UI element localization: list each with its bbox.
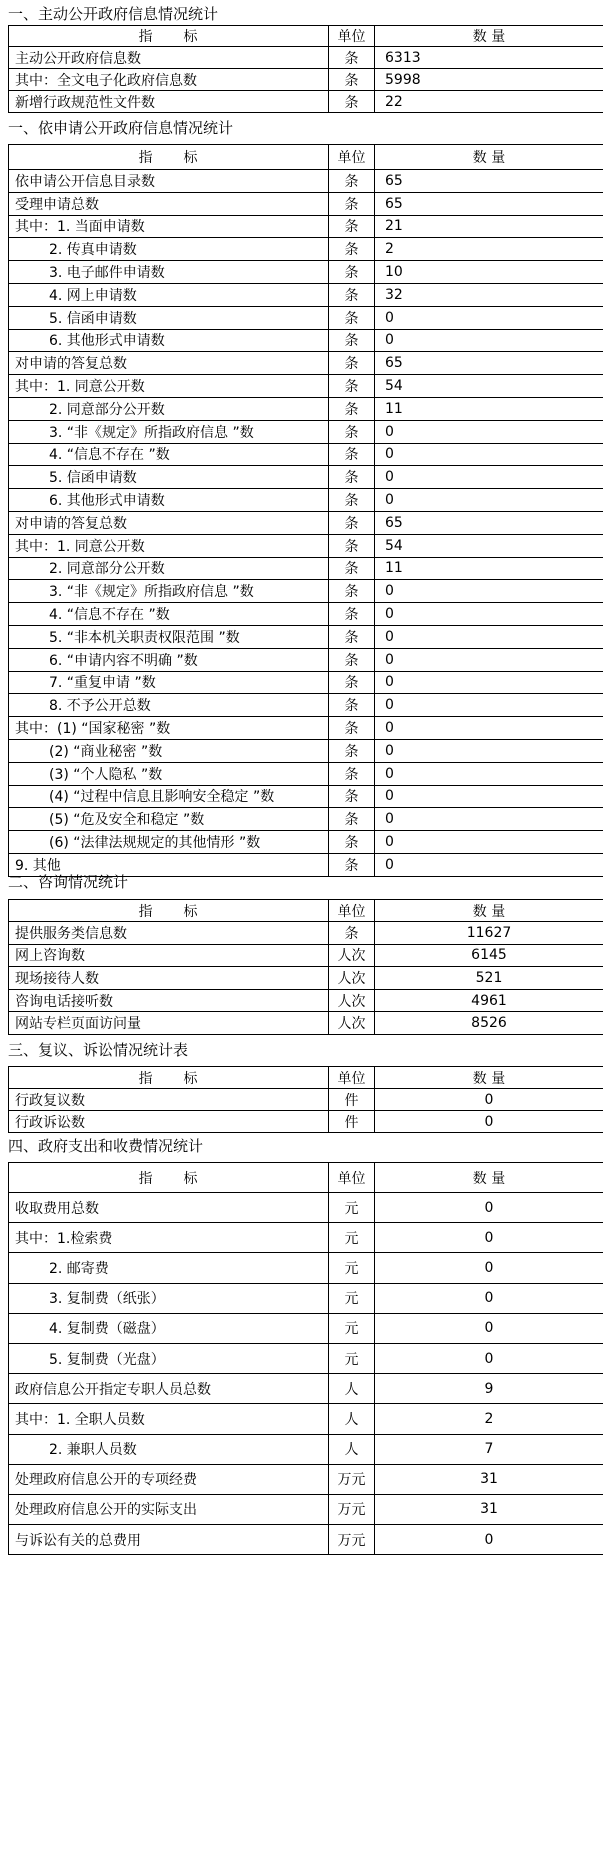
header-quantity: 数 量 <box>375 900 603 922</box>
row-quantity: 0 <box>375 420 603 443</box>
row-quantity: 6145 <box>375 944 603 967</box>
row-quantity: 0 <box>375 1525 603 1555</box>
row-quantity: 65 <box>375 511 603 534</box>
row-quantity: 0 <box>375 739 603 762</box>
row-unit: 条 <box>329 603 375 626</box>
row-indicator: 处理政府信息公开的实际支出 <box>9 1494 329 1524</box>
row-quantity: 5998 <box>375 69 603 91</box>
row-quantity: 65 <box>375 170 603 193</box>
table-row <box>9 1404 603 1434</box>
table-row <box>9 831 603 854</box>
table-row <box>9 397 603 420</box>
table-row <box>9 1434 603 1464</box>
row-indicator: 主动公开政府信息数 <box>9 47 329 69</box>
row-unit: 条 <box>329 375 375 398</box>
table-row <box>9 1193 603 1223</box>
row-quantity: 0 <box>375 1253 603 1283</box>
header-quantity: 数 量 <box>375 26 603 47</box>
row-indicator: (4) “过程中信息且影响安全稳定 ”数 <box>9 785 329 808</box>
row-quantity: 0 <box>375 306 603 329</box>
table-row <box>9 808 603 831</box>
row-quantity: 0 <box>375 717 603 740</box>
row-quantity: 21 <box>375 215 603 238</box>
row-indicator: 3. 电子邮件申请数 <box>9 261 329 284</box>
header-quantity: 数 量 <box>375 1163 603 1193</box>
row-unit: 万元 <box>329 1525 375 1555</box>
row-indicator: 行政诉讼数 <box>9 1111 329 1133</box>
row-unit: 件 <box>329 1111 375 1133</box>
row-quantity: 0 <box>375 625 603 648</box>
table-row <box>9 580 603 603</box>
row-unit: 条 <box>329 397 375 420</box>
header-quantity: 数 量 <box>375 145 603 170</box>
table-consultation <box>8 899 603 1035</box>
table-row <box>9 603 603 626</box>
row-quantity: 0 <box>375 580 603 603</box>
table-row <box>9 785 603 808</box>
row-unit: 条 <box>329 91 375 113</box>
table-row <box>9 1374 603 1404</box>
header-indicator: 指 标 <box>9 900 329 922</box>
row-quantity: 0 <box>375 603 603 626</box>
row-indicator: 8. 不予公开总数 <box>9 694 329 717</box>
table-row <box>9 306 603 329</box>
row-quantity: 0 <box>375 1313 603 1343</box>
table-row <box>9 694 603 717</box>
table-row <box>9 283 603 306</box>
row-quantity: 22 <box>375 91 603 113</box>
row-indicator: 其中：1. 同意公开数 <box>9 375 329 398</box>
row-quantity: 2 <box>375 238 603 261</box>
header-indicator: 指 标 <box>9 1067 329 1089</box>
row-unit: 元 <box>329 1193 375 1223</box>
row-indicator: 网上咨询数 <box>9 944 329 967</box>
table-header-row <box>9 900 603 922</box>
table-row <box>9 1525 603 1555</box>
row-indicator: 2. 同意部分公开数 <box>9 557 329 580</box>
row-unit: 条 <box>329 306 375 329</box>
table-row <box>9 170 603 193</box>
row-unit: 元 <box>329 1283 375 1313</box>
row-indicator: 4. 复制费（磁盘） <box>9 1313 329 1343</box>
row-indicator: 6. 其他形式申请数 <box>9 489 329 512</box>
row-quantity: 0 <box>375 1223 603 1253</box>
table-header-row <box>9 1067 603 1089</box>
row-quantity: 0 <box>375 1343 603 1373</box>
row-quantity: 11627 <box>375 922 603 945</box>
row-indicator: 4. “信息不存在 ”数 <box>9 603 329 626</box>
section-1-title: 一、主动公开政府信息情况统计 <box>8 5 219 23</box>
row-quantity: 0 <box>375 1283 603 1313</box>
table-row <box>9 69 603 91</box>
header-unit: 单位 <box>329 145 375 170</box>
row-indicator: (5) “危及安全和稳定 ”数 <box>9 808 329 831</box>
row-quantity: 0 <box>375 831 603 854</box>
row-indicator: 网站专栏页面访问量 <box>9 1012 329 1035</box>
table-row <box>9 261 603 284</box>
table-review-litigation <box>8 1066 603 1133</box>
table-row <box>9 238 603 261</box>
row-indicator: (6) “法律法规规定的其他情形 ”数 <box>9 831 329 854</box>
row-quantity: 0 <box>375 443 603 466</box>
row-unit: 条 <box>329 261 375 284</box>
row-unit: 条 <box>329 762 375 785</box>
table-row <box>9 352 603 375</box>
table-row <box>9 1494 603 1524</box>
table-row <box>9 1343 603 1373</box>
row-unit: 条 <box>329 557 375 580</box>
row-indicator: 2. 邮寄费 <box>9 1253 329 1283</box>
row-unit: 条 <box>329 238 375 261</box>
table-row <box>9 989 603 1012</box>
table-header-row <box>9 26 603 47</box>
table-row <box>9 944 603 967</box>
row-unit: 条 <box>329 625 375 648</box>
row-unit: 条 <box>329 489 375 512</box>
table-row <box>9 1223 603 1253</box>
table-row <box>9 1464 603 1494</box>
row-indicator: 其中：1. 当面申请数 <box>9 215 329 238</box>
row-unit: 条 <box>329 352 375 375</box>
row-quantity: 2 <box>375 1404 603 1434</box>
row-indicator: 2. 同意部分公开数 <box>9 397 329 420</box>
row-unit: 条 <box>329 511 375 534</box>
table-row <box>9 466 603 489</box>
row-indicator: 对申请的答复总数 <box>9 352 329 375</box>
row-indicator: 6. “申请内容不明确 ”数 <box>9 648 329 671</box>
row-indicator: 受理申请总数 <box>9 192 329 215</box>
table-row <box>9 967 603 990</box>
table-row <box>9 625 603 648</box>
row-indicator: 5. 复制费（光盘） <box>9 1343 329 1373</box>
row-unit: 人 <box>329 1404 375 1434</box>
row-indicator: 5. “非本机关职责权限范围 ”数 <box>9 625 329 648</box>
row-indicator: 4. 网上申请数 <box>9 283 329 306</box>
section-5-title: 四、政府支出和收费情况统计 <box>8 1137 204 1155</box>
row-unit: 人次 <box>329 944 375 967</box>
table-row <box>9 1253 603 1283</box>
row-indicator: 9. 其他 <box>9 853 329 876</box>
row-unit: 条 <box>329 580 375 603</box>
row-unit: 元 <box>329 1253 375 1283</box>
row-indicator: 行政复议数 <box>9 1089 329 1111</box>
row-quantity: 65 <box>375 192 603 215</box>
table-row <box>9 1111 603 1133</box>
row-indicator: 3. “非《规定》所指政府信息 ”数 <box>9 420 329 443</box>
row-quantity: 0 <box>375 648 603 671</box>
row-unit: 条 <box>329 694 375 717</box>
table-row <box>9 762 603 785</box>
row-unit: 条 <box>329 808 375 831</box>
row-indicator: 依申请公开信息目录数 <box>9 170 329 193</box>
table-row <box>9 443 603 466</box>
row-indicator: 5. 信函申请数 <box>9 306 329 329</box>
row-indicator: 6. 其他形式申请数 <box>9 329 329 352</box>
row-quantity: 0 <box>375 762 603 785</box>
row-indicator: 2. 兼职人员数 <box>9 1434 329 1464</box>
row-unit: 条 <box>329 47 375 69</box>
table-row <box>9 671 603 694</box>
header-unit: 单位 <box>329 1067 375 1089</box>
row-unit: 件 <box>329 1089 375 1111</box>
row-quantity: 0 <box>375 1111 603 1133</box>
row-indicator: 提供服务类信息数 <box>9 922 329 945</box>
row-quantity: 0 <box>375 808 603 831</box>
row-unit: 万元 <box>329 1494 375 1524</box>
row-indicator: (3) “个人隐私 ”数 <box>9 762 329 785</box>
row-unit: 条 <box>329 170 375 193</box>
table-row <box>9 489 603 512</box>
table-row <box>9 375 603 398</box>
row-quantity: 65 <box>375 352 603 375</box>
row-indicator: 与诉讼有关的总费用 <box>9 1525 329 1555</box>
table-row <box>9 91 603 113</box>
row-quantity: 0 <box>375 1089 603 1111</box>
row-unit: 人 <box>329 1374 375 1404</box>
row-indicator: 4. “信息不存在 ”数 <box>9 443 329 466</box>
row-indicator: 收取费用总数 <box>9 1193 329 1223</box>
row-indicator: 新增行政规范性文件数 <box>9 91 329 113</box>
row-quantity: 0 <box>375 489 603 512</box>
table-row <box>9 1313 603 1343</box>
table-row <box>9 648 603 671</box>
row-quantity: 0 <box>375 329 603 352</box>
row-unit: 条 <box>329 853 375 876</box>
row-indicator: 其中：(1) “国家秘密 ”数 <box>9 717 329 740</box>
header-indicator: 指 标 <box>9 145 329 170</box>
row-quantity: 4961 <box>375 989 603 1012</box>
row-unit: 条 <box>329 329 375 352</box>
row-quantity: 32 <box>375 283 603 306</box>
row-unit: 条 <box>329 420 375 443</box>
row-indicator: 其中：1. 全职人员数 <box>9 1404 329 1434</box>
header-unit: 单位 <box>329 1163 375 1193</box>
row-indicator: 现场接待人数 <box>9 967 329 990</box>
table-row <box>9 192 603 215</box>
table-row <box>9 557 603 580</box>
row-quantity: 10 <box>375 261 603 284</box>
section-4-title: 三、复议、诉讼情况统计表 <box>8 1041 189 1059</box>
row-indicator: 对申请的答复总数 <box>9 511 329 534</box>
row-quantity: 31 <box>375 1464 603 1494</box>
header-indicator: 指 标 <box>9 26 329 47</box>
table-header-row <box>9 145 603 170</box>
row-unit: 元 <box>329 1343 375 1373</box>
row-quantity: 7 <box>375 1434 603 1464</box>
row-quantity: 0 <box>375 1193 603 1223</box>
row-indicator: (2) “商业秘密 ”数 <box>9 739 329 762</box>
row-unit: 条 <box>329 648 375 671</box>
row-unit: 人次 <box>329 1012 375 1035</box>
table-row <box>9 1012 603 1035</box>
row-unit: 人次 <box>329 967 375 990</box>
section-2-title: 一、依申请公开政府信息情况统计 <box>8 119 234 137</box>
row-indicator: 处理政府信息公开的专项经费 <box>9 1464 329 1494</box>
row-quantity: 11 <box>375 397 603 420</box>
header-quantity: 数 量 <box>375 1067 603 1089</box>
table-row <box>9 717 603 740</box>
row-indicator: 7. “重复申请 ”数 <box>9 671 329 694</box>
table-expenditure-fees <box>8 1162 603 1555</box>
row-quantity: 0 <box>375 671 603 694</box>
row-unit: 条 <box>329 671 375 694</box>
row-quantity: 9 <box>375 1374 603 1404</box>
table-row <box>9 534 603 557</box>
row-unit: 条 <box>329 69 375 91</box>
table-row <box>9 511 603 534</box>
table-row <box>9 329 603 352</box>
row-unit: 条 <box>329 831 375 854</box>
row-indicator: 3. “非《规定》所指政府信息 ”数 <box>9 580 329 603</box>
row-unit: 条 <box>329 717 375 740</box>
row-unit: 条 <box>329 534 375 557</box>
row-quantity: 521 <box>375 967 603 990</box>
row-unit: 条 <box>329 443 375 466</box>
row-indicator: 其中：1. 同意公开数 <box>9 534 329 557</box>
row-quantity: 0 <box>375 466 603 489</box>
row-quantity: 0 <box>375 785 603 808</box>
row-quantity: 0 <box>375 853 603 876</box>
row-quantity: 54 <box>375 375 603 398</box>
row-unit: 人次 <box>329 989 375 1012</box>
table-row <box>9 215 603 238</box>
row-unit: 元 <box>329 1223 375 1253</box>
row-indicator: 3. 复制费（纸张） <box>9 1283 329 1313</box>
row-unit: 元 <box>329 1313 375 1343</box>
row-unit: 条 <box>329 192 375 215</box>
row-unit: 条 <box>329 739 375 762</box>
row-quantity: 11 <box>375 557 603 580</box>
table-row <box>9 922 603 945</box>
row-indicator: 其中：1.检索费 <box>9 1223 329 1253</box>
row-indicator: 2. 传真申请数 <box>9 238 329 261</box>
row-quantity: 8526 <box>375 1012 603 1035</box>
section-3-title: 二、咨询情况统计 <box>8 873 129 891</box>
table-request-disclosure <box>8 144 603 877</box>
table-row <box>9 1089 603 1111</box>
header-unit: 单位 <box>329 26 375 47</box>
row-unit: 条 <box>329 466 375 489</box>
row-unit: 条 <box>329 922 375 945</box>
row-indicator: 政府信息公开指定专职人员总数 <box>9 1374 329 1404</box>
table-header-row <box>9 1163 603 1193</box>
row-indicator: 5. 信函申请数 <box>9 466 329 489</box>
header-unit: 单位 <box>329 900 375 922</box>
row-unit: 条 <box>329 785 375 808</box>
row-quantity: 54 <box>375 534 603 557</box>
row-quantity: 6313 <box>375 47 603 69</box>
row-unit: 条 <box>329 283 375 306</box>
row-indicator: 咨询电话接听数 <box>9 989 329 1012</box>
row-indicator: 其中：全文电子化政府信息数 <box>9 69 329 91</box>
table-row <box>9 739 603 762</box>
table-row <box>9 420 603 443</box>
header-indicator: 指 标 <box>9 1163 329 1193</box>
row-quantity: 31 <box>375 1494 603 1524</box>
row-unit: 条 <box>329 215 375 238</box>
table-row <box>9 1283 603 1313</box>
table-row <box>9 47 603 69</box>
row-quantity: 0 <box>375 694 603 717</box>
row-unit: 万元 <box>329 1464 375 1494</box>
row-unit: 人 <box>329 1434 375 1464</box>
table-proactive-disclosure <box>8 25 603 113</box>
